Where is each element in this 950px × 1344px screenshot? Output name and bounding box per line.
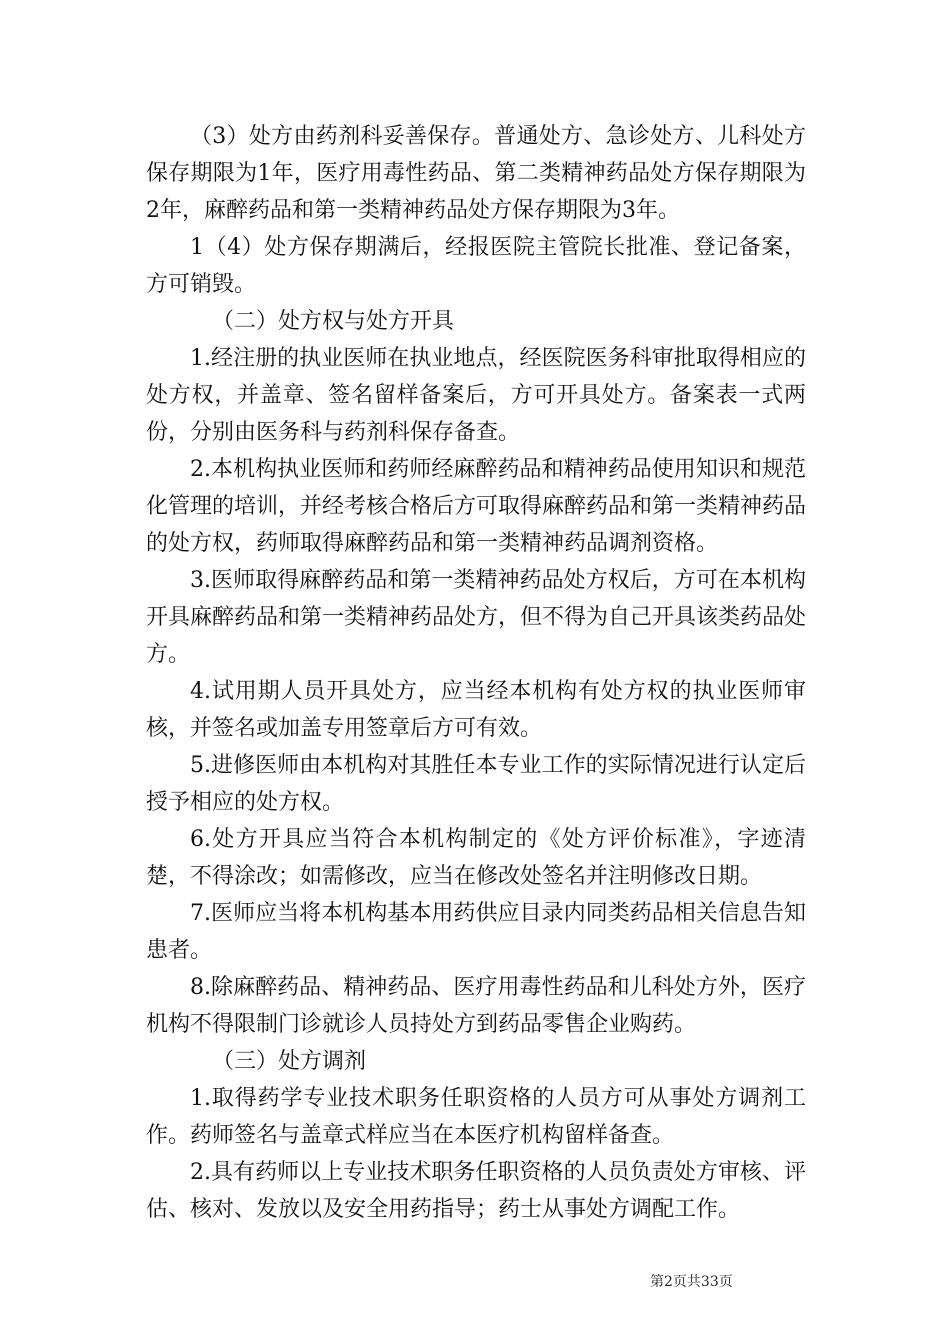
paragraph-item-1: 1.经注册的执业医师在执业地点，经医院医务科审批取得相应的处方权，并盖章、签名留样备案后，方可开具处方。备案表一式两份，分别由医务科与药剂科保存备查。 (146, 346, 806, 445)
paragraph-item-2: 2.本机构执业医师和药师经麻醉药品和精神药品使用知识和规范化管理的培训，并经考核合格后方可取得麻醉药品和第一类精神药品的处方权，药师取得麻醉药品和第一类精神药品调剂资格。 (146, 457, 807, 556)
page-number-footer: 第2页共33页 (650, 1274, 733, 1290)
paragraph-prescription-destruction: 1（4）处方保存期满后，经报医院主管院长批准、登记备案，方可销毁。 (146, 235, 806, 297)
section-heading-prescription-rights: （二）处方权与处方开具 (212, 309, 455, 334)
paragraph-item-5: 5.进修医师由本机构对其胜任本专业工作的实际情况进行认定后授予相应的处方权。 (146, 753, 806, 815)
paragraph-item-8: 8.除麻醉药品、精神药品、医疗用毒性药品和儿科处方外，医疗机构不得限制门诊就诊人员持处方到药品零售企业购药。 (146, 975, 806, 1037)
paragraph-dispensing-item-2: 2.具有药师以上专业技术职务任职资格的人员负责处方审核、评估、核对、发放以及安全用药指导；药士从事处方调配工作。 (146, 1160, 806, 1222)
paragraph-prescription-storage: （3）处方由药剂科妥善保存。普通处方、急诊处方、儿科处方保存期限为1年，医疗用毒性药品、第二类精神药品处方保存期限为2年，麻醉药品和第一类精神药品处方保存期限为3年。 (146, 124, 806, 223)
paragraph-item-3: 3.医师取得麻醉药品和第一类精神药品处方权后，方可在本机构开具麻醉药品和第一类精神药品处方，但不得为自己开具该类药品处方。 (146, 568, 807, 667)
paragraph-dispensing-item-1: 1.取得药学专业技术职务任职资格的人员方可从事处方调剂工作。药师签名与盖章式样应当在本医疗机构留样备查。 (146, 1086, 806, 1148)
paragraph-item-7: 7.医师应当将本机构基本用药供应目录内同类药品相关信息告知患者。 (146, 901, 806, 963)
document-body (146, 118, 806, 1228)
section-heading-dispensing: （三）处方调剂 (212, 1049, 367, 1074)
paragraph-item-4: 4.试用期人员开具处方，应当经本机构有处方权的执业医师审核，并签名或加盖专用签章后方可有效。 (146, 679, 806, 741)
paragraph-item-6: 6.处方开具应当符合本机构制定的《处方评价标准》，字迹清楚，不得涂改；如需修改，应当在修改处签名并注明修改日期。 (146, 827, 806, 889)
